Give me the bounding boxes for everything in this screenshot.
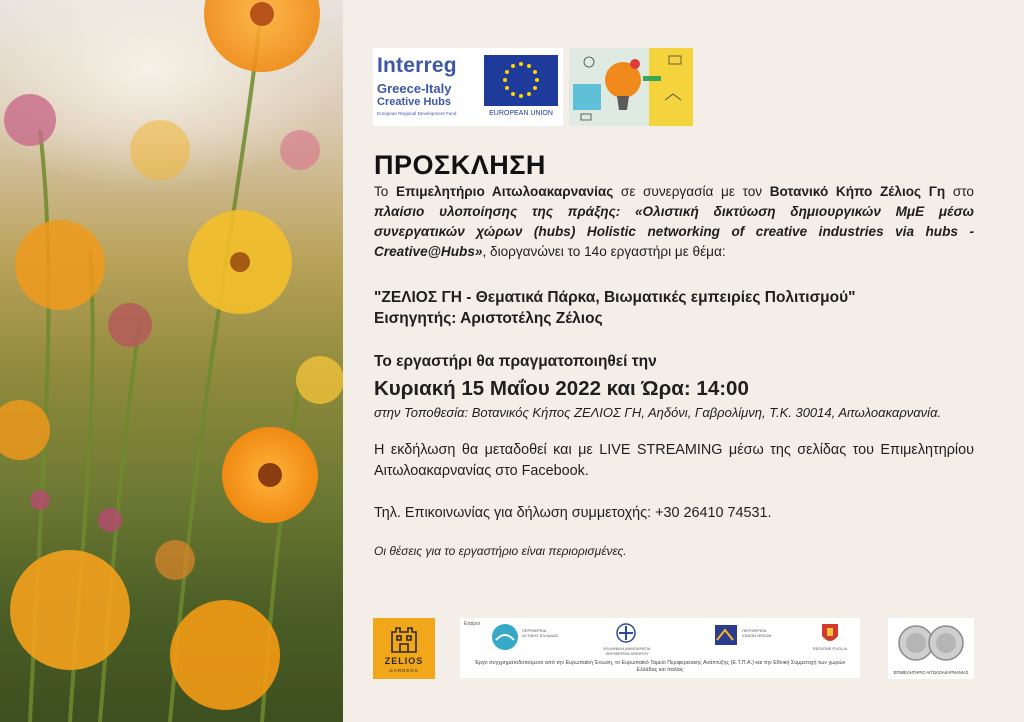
western-greece-logo-icon (490, 622, 520, 652)
puglia-shield-icon (820, 622, 840, 646)
invitation-content (374, 148, 974, 559)
interreg-logo (373, 48, 563, 126)
partner-1-name: ΠΕΡΙΦΕΡΕΙΑ ΔΥΤΙΚΗΣ ΕΛΛΑΔΑΣ (522, 628, 559, 638)
header-logos (373, 48, 693, 126)
intro-text-2: σε συνεργασία με τον (613, 184, 770, 199)
workshop-title: "ΖΕΛΙΟΣ ΓΗ - Θεματικά Πάρκα, Βιωματικές εμπειρίες Πολιτισμού" (374, 289, 856, 306)
event-lead: Το εργαστήρι θα πραγματοποιηθεί την (374, 353, 657, 370)
partner-3-name: ΠΕΡΙΦΕΡΕΙΑ ΙΟΝΙΩΝ ΝΗΣΩΝ (742, 628, 772, 638)
intro-text-3: στο (945, 184, 974, 199)
page-title: ΠΡΟΣΚΛΗΣΗ (374, 150, 546, 180)
intro-text-1: Το (374, 184, 397, 199)
workshop-speaker: Εισηγητής: Αριστοτέλης Ζέλιος (374, 310, 603, 327)
interreg-region: Greece-Italy (377, 81, 452, 96)
partner-4-name: REGIONE PUGLIA (812, 646, 848, 651)
cofunding-note: Έργο συγχρηματοδοτούμενο από την Ευρωπαϊκή Ένωση, το Ευρωπαϊκό Ταμείο Περιφερειακής Ανάπτυξης (Ε.Τ.Π.Α.) και την Εθνική Συμμετοχή των χωρών Ελλάδας και Ιταλίας (474, 660, 846, 673)
action-name: πλαίσιο υλοποίησης της πράξης: «Ολιστική δικτύωση δημιουργικών ΜμΕ μέσω συνεργατικών χώρων (hubs) Holistic networking of creative industries via hubs - Creative@Hubs» (374, 204, 974, 259)
event-datetime: Κυριακή 15 Μαΐου 2022 και Ώρα: 14:00 (374, 377, 749, 400)
zelios-name: ZELIOS (384, 656, 424, 666)
event-location: στην Τοποθεσία: Βοτανικός Κήπος ΖΕΛΙΟΣ ΓΗ, Αηδόνι, Γαβρολίμνη, Τ.Κ. 30014, Αιτωλοακαρνανία. (374, 405, 942, 420)
zelios-sub: GARDENS (389, 668, 419, 673)
interreg-project: Creative Hubs (377, 96, 451, 108)
greek-republic-emblem-icon (615, 622, 637, 644)
partners-label: Εταίροι (464, 621, 480, 627)
limited-seats-notice: Οι θέσεις για το εργαστήριο είναι περιορισμένες. (374, 544, 627, 558)
ionian-islands-logo-icon (713, 622, 739, 648)
partner-2-name: ΕΛΛΗΝΙΚΗ ΔΗΜΟΚΡΑΤΙΑ ΠΕΡΙΦΕΡΕΙΑ ΗΠΕΙΡΟΥ (603, 646, 651, 656)
flower-field-photo (0, 0, 343, 722)
contact-phone: Τηλ. Επικοινωνίας για δήλωση συμμετοχής: +30 26410 74531. (374, 505, 772, 521)
chamber-name: Επιμελητήριο Αιτωλοακαρνανίας (396, 184, 614, 199)
zelios-gardens-logo (373, 618, 435, 679)
coins-icon (888, 618, 974, 668)
eu-label: EUROPEAN UNION (489, 110, 553, 117)
eu-flag-icon (484, 55, 558, 106)
intro-text-4: , διοργανώνει το 14ο εργαστήρι με θέμα: (482, 244, 726, 259)
castle-icon (373, 618, 435, 656)
live-streaming-notice: Η εκδήλωση θα μεταδοθεί και με LIVE STREAMING μέσω της σελίδας του Επιμελητηρίου Αιτωλοακαρνανίας στο Facebook. (374, 442, 974, 479)
interreg-fund: European Regional Development Fund (377, 111, 457, 116)
intro-paragraph (374, 182, 974, 262)
interreg-name: Interreg (377, 54, 457, 77)
garden-name: Βοτανικό Κήπο Ζέλιος Γη (769, 184, 946, 199)
chamber-logo (888, 618, 974, 679)
creative-hubs-lightbulb-logo (569, 48, 693, 126)
chamber-label: ΕΠΙΜΕΛΗΤΗΡΙΟ ΑΙΤΩΛΟΑΚΑΡΝΑΝΙΑΣ (893, 670, 969, 675)
partners-banner (460, 618, 860, 678)
